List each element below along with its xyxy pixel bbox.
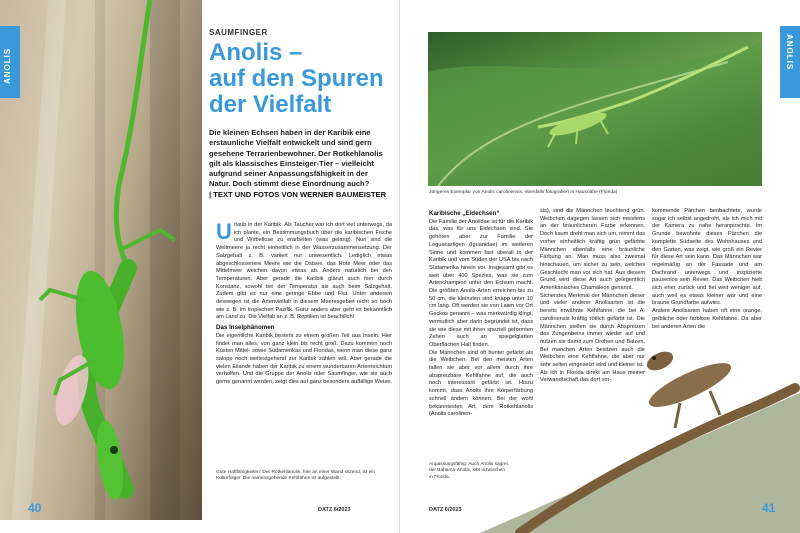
leaf-illustration	[428, 32, 762, 186]
col4-para1: kommende Pärchen beobachtete, wurde sogar ich selbst angedroht, als ich mich mit der Kamera zu nahe heranpirschte. Im Grunde bewohnte dieses Pärchen die komplette Südseite des Wohnhauses und den Garten, was zeigt, wie groß ein Revier für diese Art sein kann. Das Männchen war regelmäßig an der Fassade und am Dachrand unterwegs und inspizierte pausenlos sein Revier. Das Weibchen hielt sich eher zurück und fiel weit weniger auf, auch weil es etwas kleiner war und eine braune Grundfarbe aufwies.	[652, 208, 762, 307]
caption-left: Gute Haftfähigkeiten: Der Rotkehlanolis, hier an einer Wand sitzend, ist ein Kulturfolger. Die namensgebende Kehlfahne ist aufgestellt.	[216, 470, 376, 482]
col4-para2: Andere Anolisarten haben oft eine orange, gelbliche oder farblose Kehlfahne. Da aber bei anderen Arten die	[652, 308, 762, 330]
byline: | TEXT UND FOTOS VON WERNER BAUMEISTER	[209, 190, 387, 199]
col1-para2: Die eigentliche Karibik besteht zu einem großen Teil aus Inseln. Hier findet man alles, von ganz klein bis recht groß. Dazu kommen noch Küsten Mittel- sowie Südamerikas und Floridas, wenn man diese ganz salopp noch weitestgehend zur Karibik zählen will. Aber gerade die vielen Eilande haben der Karibik zu einem wunderbaren Artenreichtum verholfen. Und die Gruppe der Anolis oder Saumfinger, wie sie auch gerne genannt werden, zeigt dies auf ganz besonders auffällige Weise.	[216, 332, 392, 386]
anole-illustration	[0, 0, 202, 520]
col3-para1: sis), sind die Männchen leuchtend grün. Weibchen dagegen lassen sich meistens an der bräunlicheren Farbe erkennen. Doch kaum dreht man sich um, nimmt das vorher einheitlich kräftig grün gefärbte Männchen ebenfalls eine bräunliche Färbung an. Man muss also zweimal hinschauen, um sicher zu sein, welches Geschlecht man vor sich hat. Aus diesem Grund wird diese Art auch gelegentlich Amerikanisches Chamäleon genannt.	[540, 208, 645, 292]
article-title	[209, 40, 394, 118]
caption-right-top: Jüngeres Exemplar von Anolis carolinensis, ebenfalls fotografiert in Hausnähe (Florida)	[429, 190, 618, 195]
green-anole-photo	[0, 0, 202, 520]
body-column-1	[216, 222, 392, 462]
section-tab-right	[780, 26, 800, 98]
dropcap: U	[216, 222, 232, 244]
col2-para1: Die Familie der Anolidae ist für die Karibik das, was für uns Eidechsen sind. Sie gehören aber zur Familie der Leguanartigen (Iguanidae) im weiteren Sinne und kommen fast überall in der Karibik und vom Süden der USA bis nach Südamerika hinein vor. Insgesamt gibt es weit über 400 Spezies, was sie zum Artenchampion unter den Echsen macht. Die größten Anolis-Arten erreichen bis zu 50 cm, die kleinsten sind knapp unter 10 cm lang. Oft werden sie von Laien vor Ort Geckos genannt – was merkwürdig klingt, vermutlich aber darin begründet ist, dass sie wie diese mit ihren speziell geformten Zehen auch an spiegelglatten Oberflächen Halt finden.	[429, 218, 533, 348]
col2-heading: Karibische „Eidechsen“	[429, 210, 500, 217]
col1-heading: Das Inselphänomen	[216, 324, 275, 332]
col3-para3: Als ich in Florida direkt am Haus meiner Verwandtschaft das dort vor-	[540, 369, 645, 384]
caption-right-bottom: Anpassungsfähig: Auch Anolis sagrei, der Bahama-Anolis, lebt inzwischen in Florida.	[429, 462, 510, 480]
title-line-3: der Vielfalt	[209, 91, 332, 118]
page-number-left: 40	[28, 501, 42, 515]
section-tab-right-label: ANOLIS	[785, 34, 794, 71]
page-number-right: 41	[762, 501, 776, 515]
footer-left: DATZ 6/2023	[318, 507, 351, 513]
lead-paragraph: Die kleinen Echsen haben in der Karibik eine erstaunliche Vielfalt entwickelt und sind gern gesehene Terrarienbewohner. Der Rotkehlanolis gilt als klassisches Einsteiger-Tier – vielleicht aufgrund seiner Anpassungsfähigkeit in der Natur. Doch stimmt diese Einordnung auch?	[209, 128, 383, 189]
brown-anole-photo	[480, 333, 800, 533]
footer-right: DATZ 6/2023	[429, 507, 462, 513]
col3-para2: Sicherstes Merkmal der Männchen dieser und vieler anderer Anolisarten ist die bereits erwähnte Kehlfahne, die bei A. carolinensis kräftig rötlich gefärbt ist. Die Männchen stellen sie durch Abspreizen des Zungenbeins immer wieder auf und nutzen sie damit zum Drohen und Balzen. Bei manchen Arten besitzen auch die Weibchen eine Kehlfahne, die aber nur sehr selten eingesetzt wird und kleiner ist.	[540, 292, 645, 369]
title-line-2: auf den Spuren	[209, 65, 384, 92]
col2-para2: Die Männchen sind oft bunter gefärbt als die Weibchen. Bei den meisten Arten fallen sie aber vor allem durch ihre abspreizbare Kehlfahne auf, die auch noch interessant gefärbt ist. Hiszu kommt, dass Anolis ihre Körperfärbung schnell ändern können. Bei der wohl bekanntesten Art, dem Rotkehlanolis (Anolis carolinen-	[429, 349, 533, 418]
kicker: SAUMFINGER	[209, 28, 268, 37]
section-tab	[0, 26, 20, 98]
title-line-1: Anolis –	[209, 39, 303, 66]
leaf-anole-photo	[428, 32, 762, 186]
section-tab-label: ANOLIS	[3, 47, 12, 84]
col1-para1: rlaub in der Karibik. Als Taucher war ich dort viel unterwegs, da ich plante, ein Bestimmungsbuch über die karibischen Fische und Wirbellose zu erarbeiten (was gelang). Nun sind die Weltmeere ja recht einheitlich in der Wasserzusammensetzung. Der Salzgehalt z. B. variiert nur unwesentlich. Lediglich etwas abgeschlossenere Meere wie die Ostsee, das Rote Meer oder das Mittelmeer weichen davon etwas ab. Anders natürlich bei den Temperaturen. Aber gerade die Karibik glänzt auch hier durch Konstanz, sowohl bei der Temperatur als auch beim Salzgehalt. Zudem gibt es nur eine geringe Ebbe und Flut. Unter anderem deswegen ist die Artenvielfalt in diesem Meeresgebiet nicht so hoch wie z. B. im tropischen Pazifik. Ganz anders aber geht es bekanntlich am Land zu. Die Vielfalt an z. B. Reptilien ist beachtlich!	[216, 222, 392, 321]
